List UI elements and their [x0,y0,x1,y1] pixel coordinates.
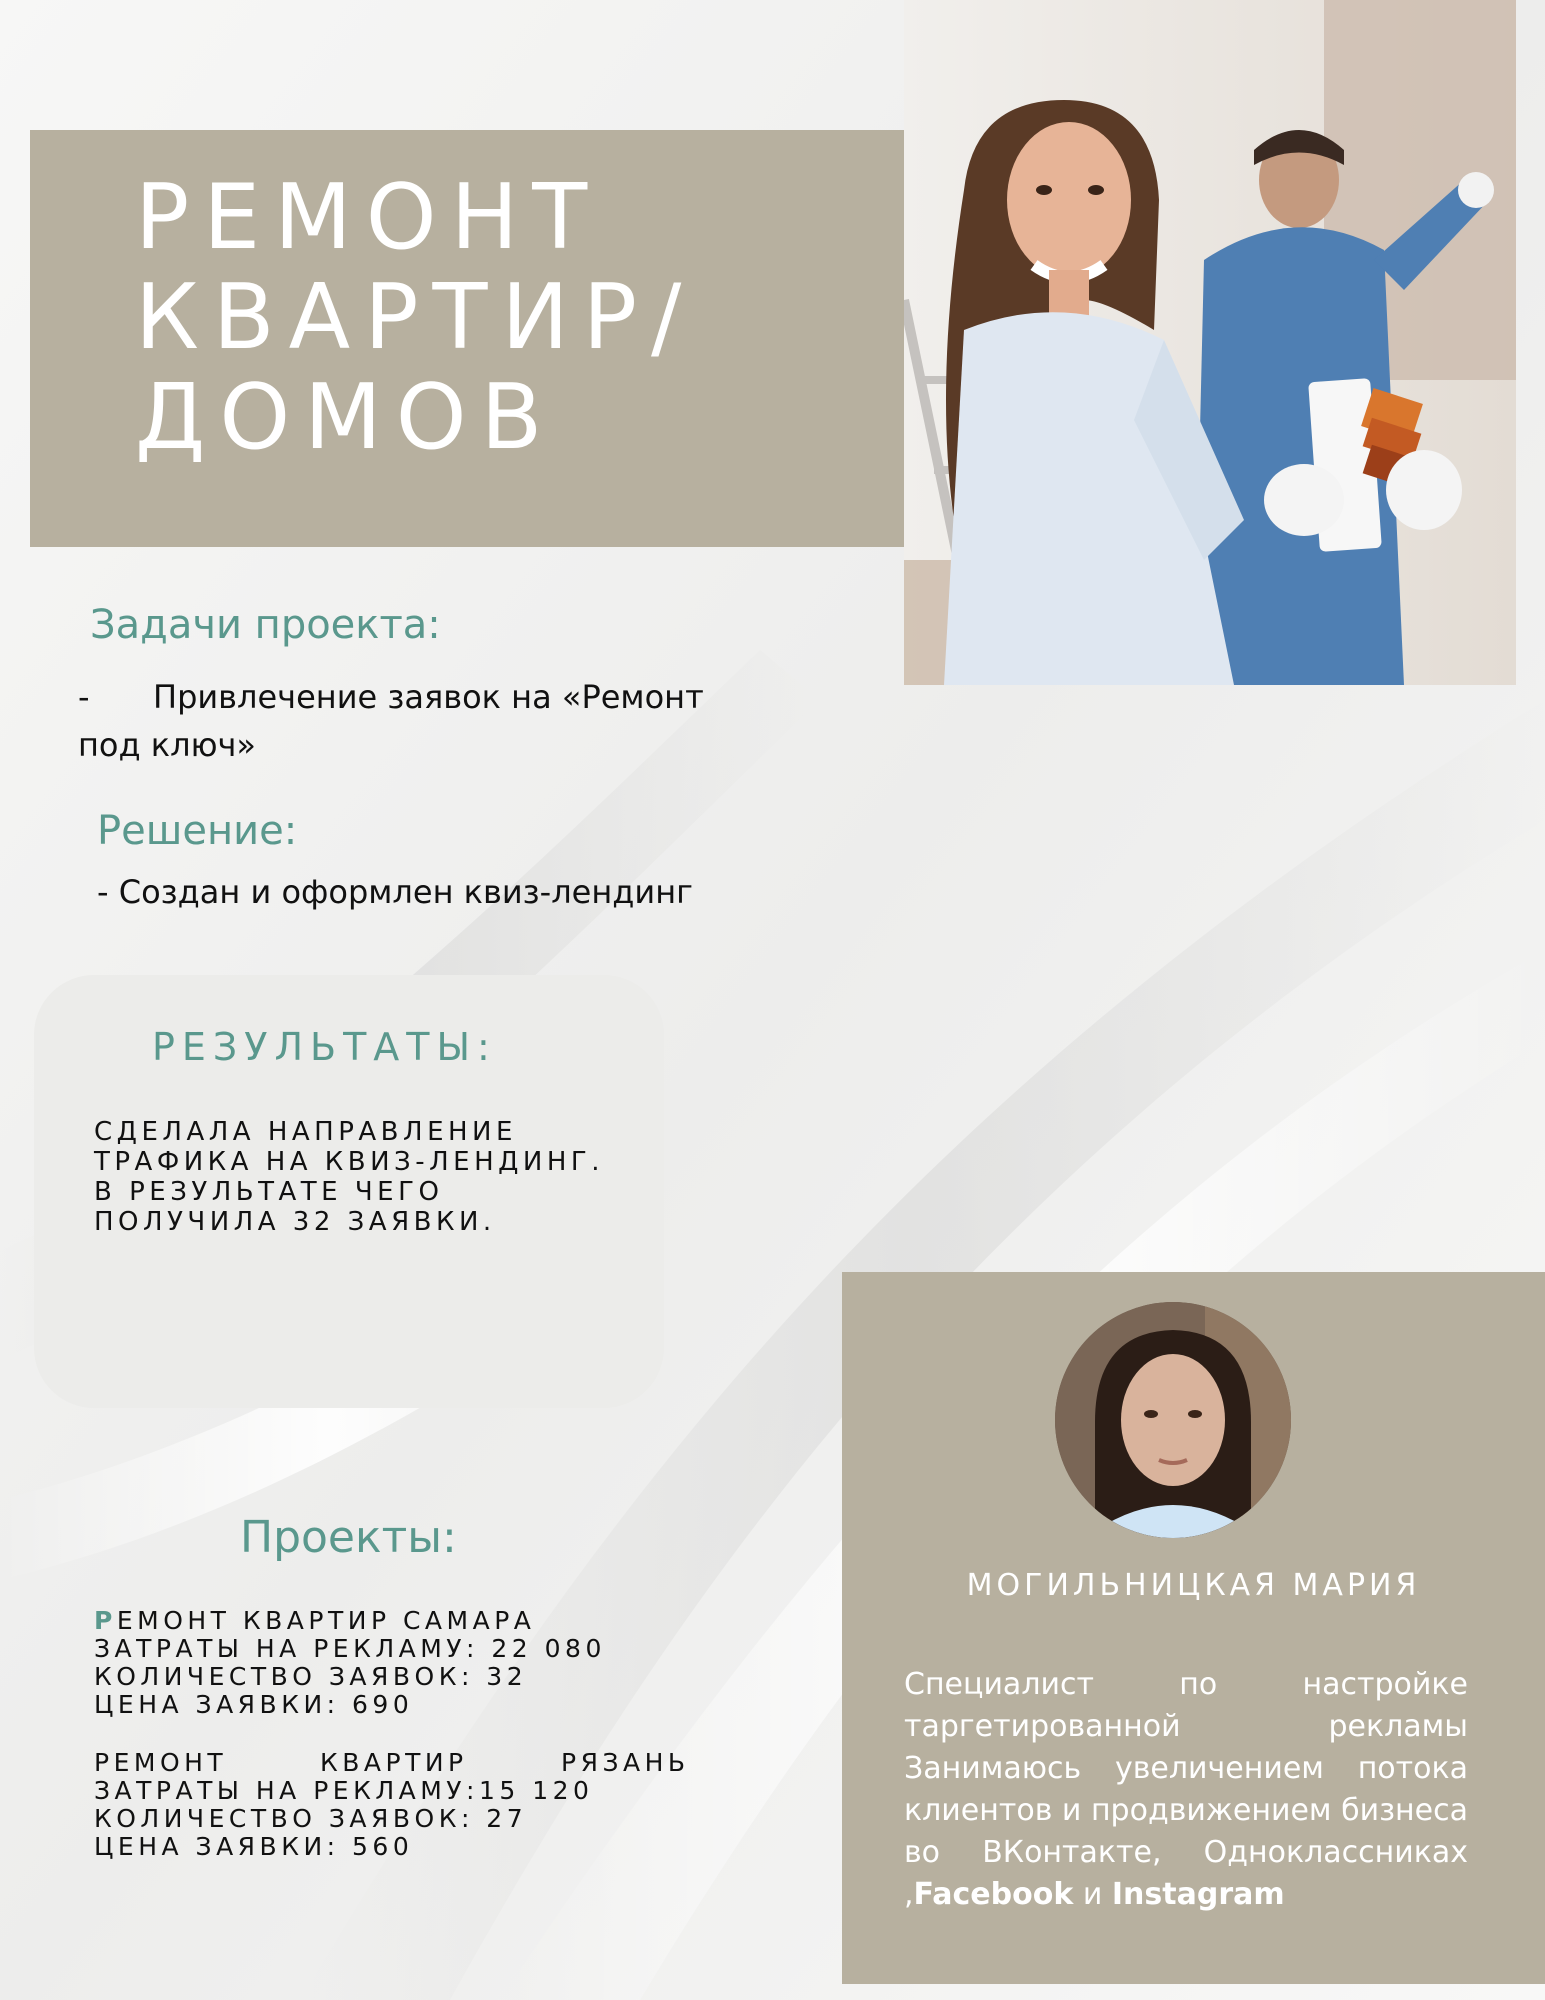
title-line-3: ДОМОВ [135,365,557,470]
solution-heading: Решение: [97,808,298,854]
avatar-illustration [1055,1302,1291,1538]
project-ryazan-title-w3: РЯЗАНЬ [561,1748,690,1777]
project-ryazan-price: ЦЕНА ЗАЯВКИ: 560 [94,1832,414,1861]
profile-desc-instagram: Instagram [1111,1877,1285,1912]
profile-card [842,1272,1545,1984]
results-text: СДЕЛАЛА НАПРАВЛЕНИЕ ТРАФИКА НА КВИЗ-ЛЕНДИНГ. В РЕЗУЛЬТАТЕ ЧЕГО ПОЛУЧИЛА 32 ЗАЯВКИ. [94,1117,605,1237]
hero-photo [904,0,1516,685]
project-ryazan-title-w2: КВАРТИР [320,1748,468,1777]
project-ryazan-title-w1: РЕМОНТ [94,1748,228,1777]
hero-photo-illustration [904,0,1516,685]
tasks-dash: - [78,678,90,716]
avatar [1055,1302,1291,1538]
profile-desc-facebook: Facebook [913,1877,1074,1912]
project-samara-first-letter: Р [94,1606,117,1635]
results-heading: РЕЗУЛЬТАТЫ: [152,1025,497,1069]
results-card [34,975,664,1408]
title-banner [30,130,904,547]
project-ryazan-cost: ЗАТРАТЫ НА РЕКЛАМУ:15 120 [94,1776,594,1805]
profile-description [904,1664,1468,1916]
title-line-2: КВАРТИР/ [135,265,696,370]
project-ryazan-count: КОЛИЧЕСТВО ЗАЯВОК: 27 [94,1804,528,1833]
profile-name: МОГИЛЬНИЦКАЯ МАРИЯ [966,1568,1421,1603]
project-samara-title [94,1607,535,1635]
tasks-item-line1: Привлечение заявок на «Ремонт [153,678,704,716]
project-samara-count: КОЛИЧЕСТВО ЗАЯВОК: 32 [94,1662,528,1691]
tasks-heading: Задачи проекта: [90,602,441,648]
title-line-1: РЕМОНТ [135,165,602,270]
project-samara-title-rest: ЕМОНТ КВАРТИР САМАРА [116,1606,536,1635]
projects-heading: Проекты: [240,1512,457,1563]
profile-desc-and: и [1073,1877,1112,1912]
project-samara-cost: ЗАТРАТЫ НА РЕКЛАМУ: 22 080 [94,1634,606,1663]
solution-item: - Создан и оформлен квиз-лендинг [97,873,693,911]
project-samara-price: ЦЕНА ЗАЯВКИ: 690 [94,1690,414,1719]
profile-desc-text: Специалист по настройке таргетированной рекламы Занимаюсь увеличением потока клиентов и продвижением бизнеса во ВКонтакте, Одноклассниках , [904,1667,1468,1912]
tasks-item-line2: под ключ» [78,726,256,764]
